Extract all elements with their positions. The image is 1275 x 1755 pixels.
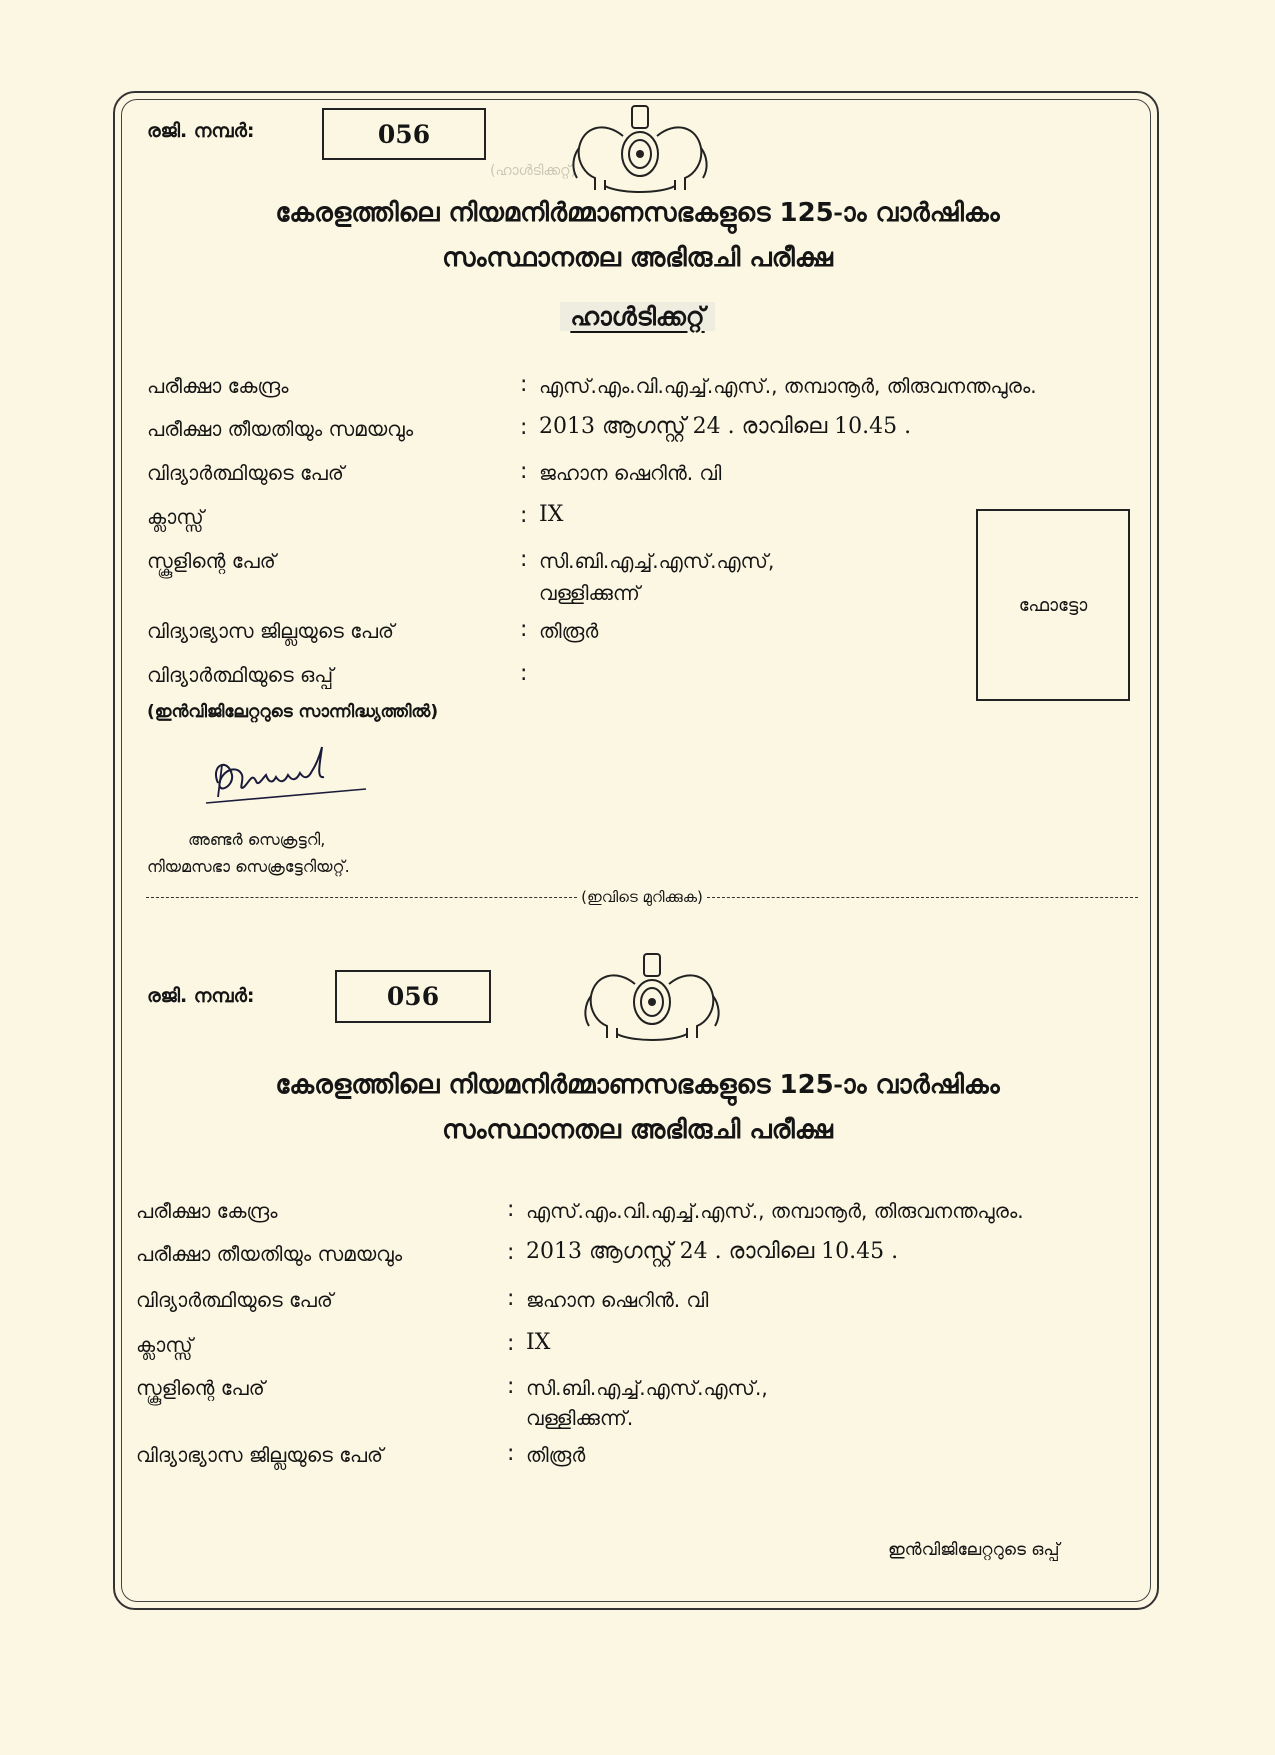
field-value-class-2: IX [526, 1330, 551, 1355]
reg-label: രജി. നമ്പർ: [147, 120, 255, 142]
reg-label-2: രജി. നമ്പർ: [147, 985, 255, 1007]
exam-subtitle-2: സംസ്ഥാനതല അഭിരുചി പരീക്ഷ [442, 1115, 833, 1145]
field-value-student-name: ജഹാന ഷെറിൻ. വി [539, 461, 722, 485]
field-value-school-name-2: സി.ബി.എച്ച്.എസ്.എസ്., [526, 1376, 768, 1400]
field-label-school-name-2: സ്കൂളിന്റെ പേര് [136, 1376, 265, 1400]
field-value-student-name-2: ജഹാന ഷെറിൻ. വി [526, 1288, 709, 1312]
reg-number-box: 056 [322, 108, 486, 160]
field-label-school-name: സ്കൂളിന്റെ പേര് [147, 549, 276, 573]
faint-text: (ഹാൾടിക്കറ്റ്) [490, 163, 577, 179]
field-value-school-place: വള്ളിക്കുന്ന് [539, 581, 640, 605]
field-value-district-2: തിരൂർ [526, 1443, 586, 1467]
field-label-exam-centre-2: പരീക്ഷാ കേന്ദ്രം [136, 1199, 278, 1223]
field-label-exam-centre: പരീക്ഷാ കേന്ദ്രം [147, 374, 289, 398]
field-label-exam-date: പരീക്ഷാ തീയതിയും സമയവും [147, 417, 414, 441]
field-label-district: വിദ്യാഭ്യാസ ജില്ലയുടെ പേര് [147, 619, 395, 643]
field-label-class: ക്ലാസ്സ് [147, 505, 204, 529]
invigilator-signature-label: ഇൻവിജിലേറ്ററുടെ ഒപ്പ് [888, 1540, 1060, 1560]
field-value-school-place-2: വള്ളിക്കുന്ന്. [526, 1406, 634, 1430]
exam-title: കേരളത്തിലെ നിയമനിർമ്മാണസഭകളുടെ 125-ാം വാർഷികം [275, 198, 1000, 228]
reg-number-box-2: 056 [335, 970, 491, 1023]
kerala-emblem-icon [565, 96, 715, 196]
field-label-class-2: ക്ലാസ്സ് [136, 1333, 193, 1357]
field-label-exam-date-2: പരീക്ഷാ തീയതിയും സമയവും [136, 1242, 403, 1266]
field-value-class: IX [539, 502, 564, 527]
field-value-exam-date-2: 2013 ആഗസ്റ്റ് 24 . രാവിലെ 10.45 . [526, 1239, 899, 1264]
photo-box [976, 509, 1130, 701]
signatory-office: നിയമസഭാ സെക്രട്ടേറിയറ്റ്. [147, 857, 350, 876]
field-label-student-signature: വിദ്യാർത്ഥിയുടെ ഒപ്പ് [147, 663, 334, 687]
field-value-exam-date: 2013 ആഗസ്റ്റ് 24 . രാവിലെ 10.45 . [539, 414, 912, 439]
signatory-designation: അണ്ടർ സെക്രട്ടറി, [188, 830, 326, 849]
field-value-exam-centre-2: എസ്.എം.വി.എച്ച്.എസ്., തമ്പാനൂർ, തിരുവനന്തപുരം. [526, 1199, 1024, 1223]
cut-here-text: (ഇവിടെ മുറിക്കുക) [581, 888, 703, 906]
exam-subtitle: സംസ്ഥാനതല അഭിരുചി പരീക്ഷ [442, 243, 833, 273]
exam-title-2: കേരളത്തിലെ നിയമനിർമ്മാണസഭകളുടെ 125-ാം വാർഷികം [275, 1070, 1000, 1100]
kerala-emblem-icon-2 [577, 944, 727, 1044]
field-label-student-name-2: വിദ്യാർത്ഥിയുടെ പേര് [136, 1288, 333, 1312]
invigilator-presence-note: (ഇൻവിജിലേറ്ററുടെ സാന്നിദ്ധ്യത്തിൽ) [147, 702, 439, 722]
photo-label: ഫോട്ടോ [1018, 594, 1088, 616]
field-label-student-name: വിദ്യാർത്ഥിയുടെ പേര് [147, 461, 344, 485]
field-value-district: തിരൂർ [539, 619, 599, 643]
field-value-school-name: സി.ബി.എച്ച്.എസ്.എസ്, [539, 549, 775, 573]
cut-line [146, 888, 1138, 906]
field-value-exam-centre: എസ്.എം.വി.എച്ച്.എസ്., തമ്പാനൂർ, തിരുവനന്തപുരം. [539, 374, 1037, 398]
field-label-district-2: വിദ്യാഭ്യാസ ജില്ലയുടെ പേര് [136, 1443, 384, 1467]
hall-ticket-heading: ഹാൾടിക്കറ്റ് [560, 302, 714, 331]
under-secretary-signature [198, 735, 378, 815]
